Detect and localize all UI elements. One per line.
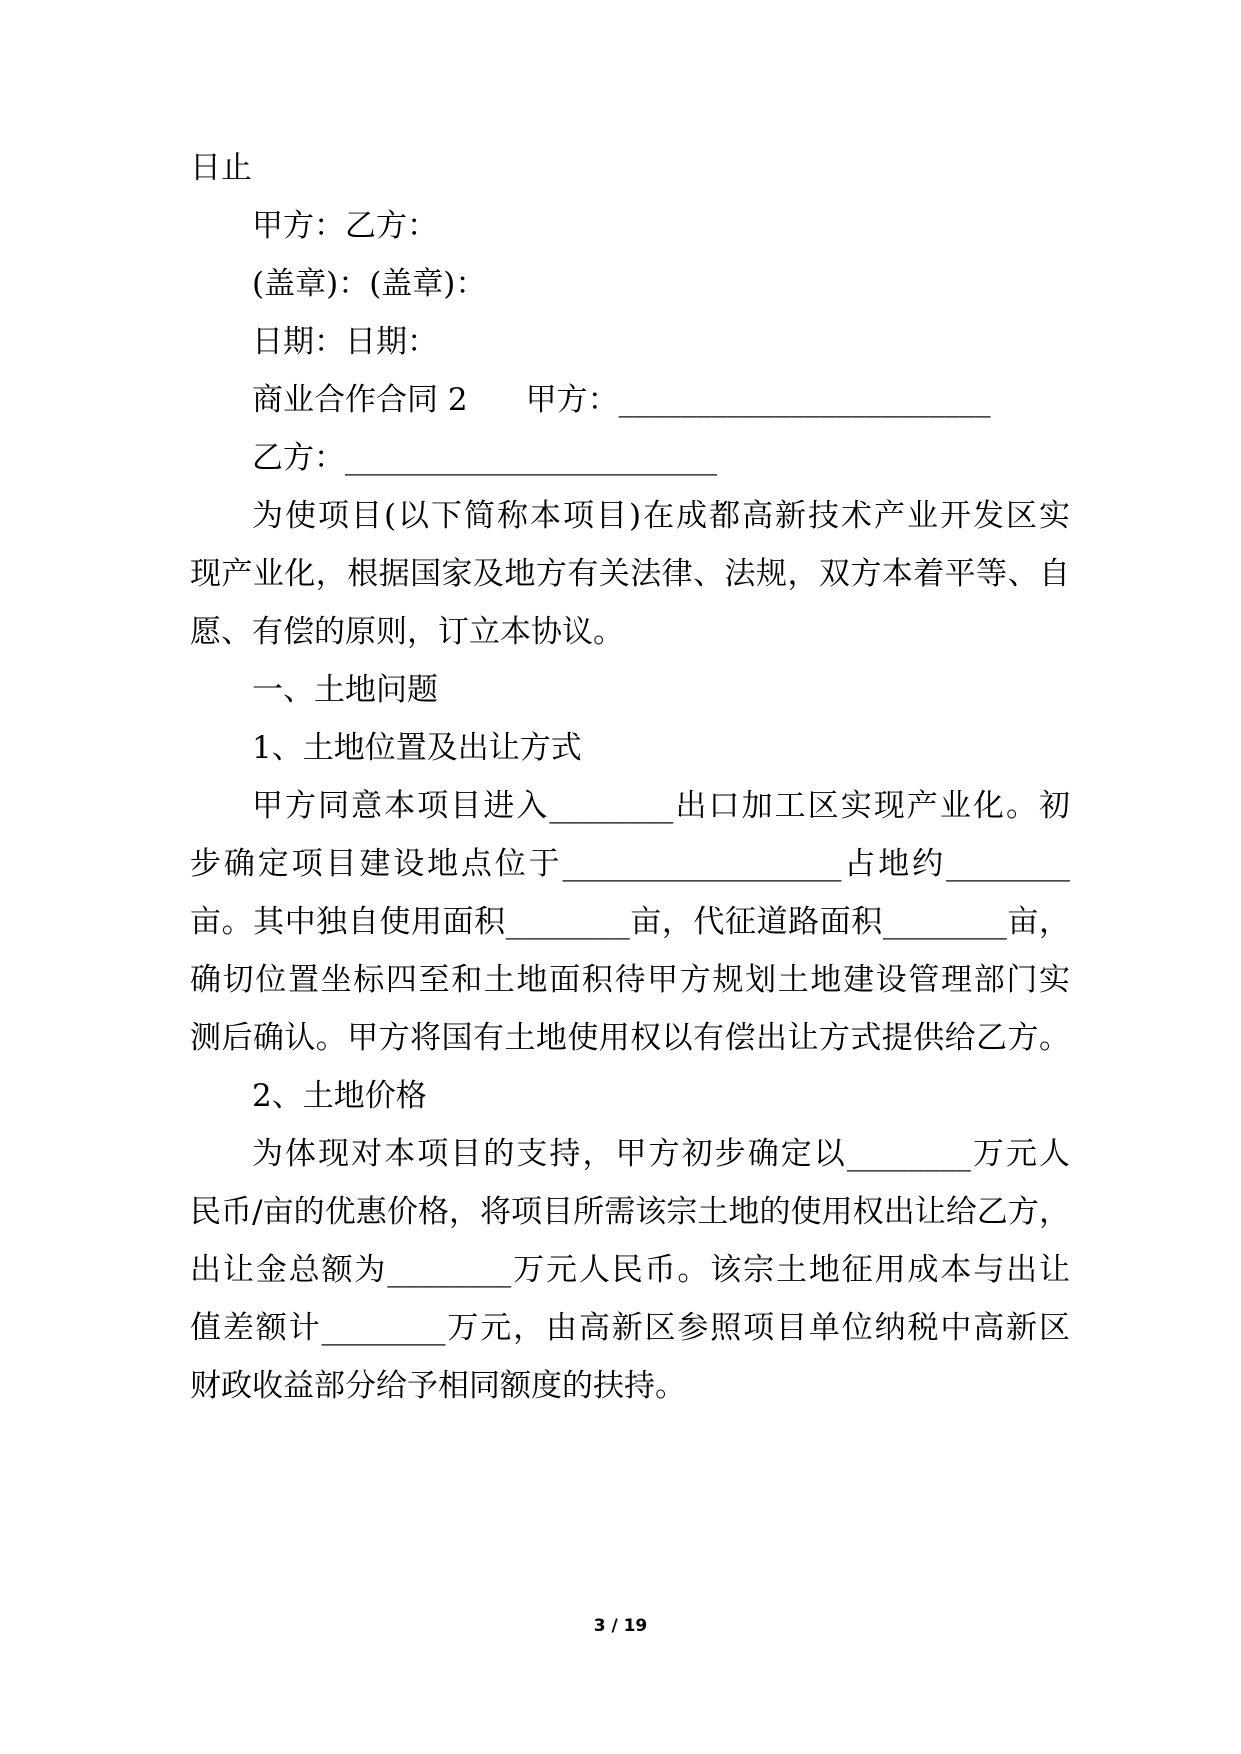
paragraph-line: 为体现对本项目的支持，甲方初步确定以________万元人	[252, 1136, 1070, 1172]
contract-title: 商业合作合同 2	[252, 382, 468, 418]
paragraph-line: 步确定项目建设地点位于__________________占地约________	[190, 846, 1070, 882]
page-number: 3 / 19	[593, 1616, 648, 1636]
paragraph-line: 为使项目(以下简称本项目)在成都高新技术产业开发区实	[252, 498, 1070, 534]
party-b-field: 乙方：________________________	[252, 440, 717, 476]
subsection-heading: 1、土地位置及出让方式	[252, 730, 582, 766]
paragraph-line: 出让金总额为________万元人民币。该宗土地征用成本与出让	[190, 1252, 1070, 1288]
party-a-field: 甲方：________________________	[525, 382, 991, 418]
paragraph-line: 愿、有偿的原则，订立本协议。	[190, 614, 624, 650]
signature-seal: (盖章)：(盖章)：	[252, 266, 487, 302]
paragraph-line: 亩。其中独自使用面积________亩，代征道路面积________亩，	[190, 904, 1070, 940]
paragraph-line: 确切位置坐标四至和土地面积待甲方规划土地建设管理部门实	[190, 962, 1070, 998]
paragraph-line: 民币/亩的优惠价格，将项目所需该宗土地的使用权出让给乙方，	[190, 1194, 1070, 1230]
paragraph-line: 现产业化，根据国家及地方有关法律、法规，双方本着平等、自	[190, 556, 1070, 592]
contract-title-line	[252, 380, 1070, 420]
signature-date: 日期：日期：	[252, 324, 438, 360]
paragraph-line: 值差额计________万元，由高新区参照项目单位纳税中高新区	[190, 1310, 1070, 1346]
paragraph-line: 财政收益部分给予相同额度的扶持。	[190, 1368, 686, 1404]
text-line: 日止	[190, 150, 252, 186]
paragraph-line: 测后确认。甲方将国有土地使用权以有偿出让方式提供给乙方。	[190, 1020, 1070, 1056]
paragraph-line: 甲方同意本项目进入________出口加工区实现产业化。初	[252, 788, 1070, 824]
subsection-heading: 2、土地价格	[252, 1078, 427, 1114]
section-heading: 一、土地问题	[252, 672, 438, 708]
signature-parties: 甲方：乙方：	[252, 208, 438, 244]
